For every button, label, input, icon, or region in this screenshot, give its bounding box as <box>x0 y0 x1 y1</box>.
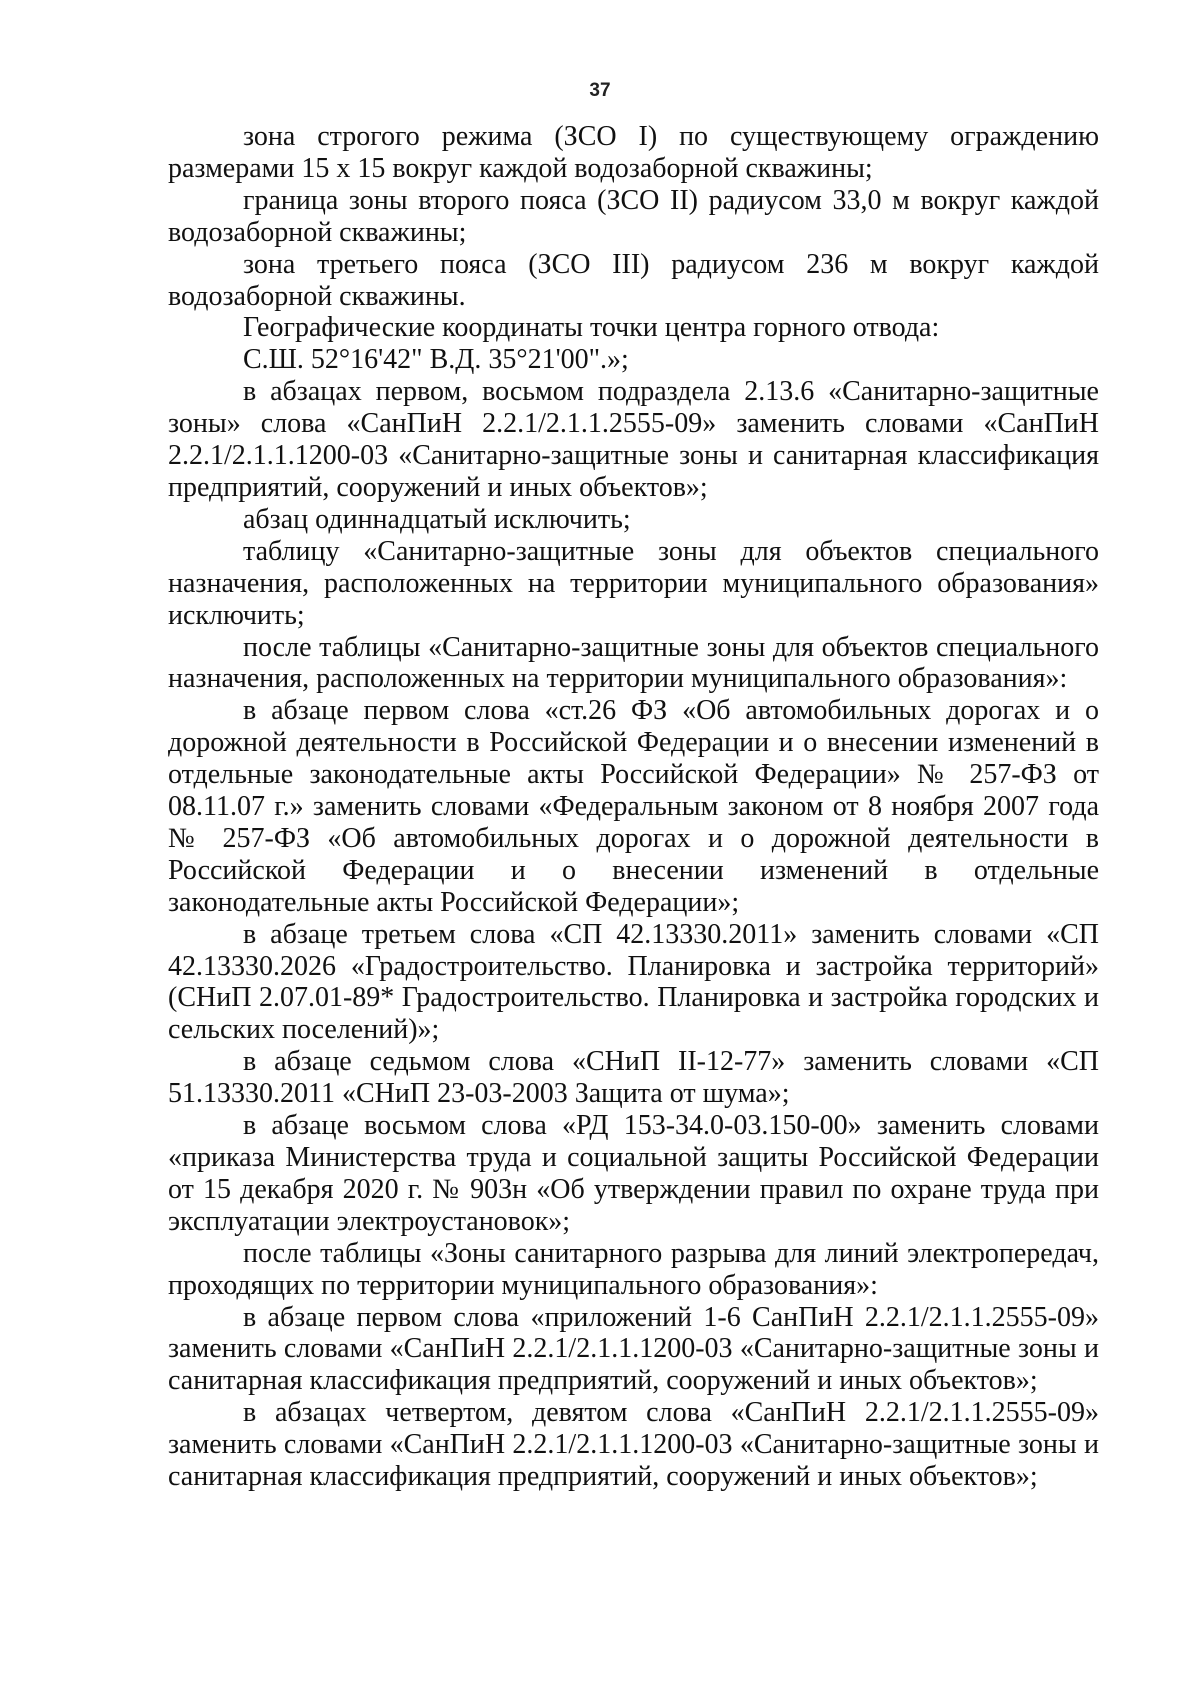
paragraph-eleventh-excluded: абзац одиннадцатый исключить; <box>243 503 631 535</box>
page-number: 37 <box>589 80 611 101</box>
paragraph-coordinates-heading: Географические координаты точки центра горного отвода: <box>243 312 940 344</box>
paragraph-table-excluded: таблицу «Санитарно-защитные зоны для объектов специального назначения, расположенных на территории муниципального образования» исключить; <box>168 535 1099 631</box>
paragraph-zso-1: зона строгого режима (ЗСО I) по существующему ограждению размерами 15 х 15 вокруг каждой водозаборной скважины; <box>168 121 1099 184</box>
paragraph-zso-3: зона третьего пояса (ЗСО III) радиусом 236 м вокруг каждой водозаборной скважины. <box>168 248 1099 312</box>
paragraph-after-table-power-lines: после таблицы «Зоны санитарного разрыва для линий электропередач, проходящих по территории муниципального образования»: <box>168 1237 1099 1301</box>
paragraph-fourth-ninth: в абзацах четвертом, девятом слова «СанПиН 2.2.1/2.1.1.2555-09» заменить словами «СанПиН 2.2.1/2.1.1.1200-03 «Санитарно-защитные зоны и санитарная классификация предприятий, сооружений и иных объектов»; <box>168 1397 1099 1493</box>
paragraph-sp-42: в абзаце третьем слова «СП 42.13330.2011» заменить словами «СП 42.13330.2026 «Градостроительство. Планировка и застройка территорий» (СНиП 2.07.01-89* Градостроительство. Планировка и застройка городских и сельских поселений)»; <box>168 918 1099 1046</box>
paragraph-section-2-13-6: в абзацах первом, восьмом подраздела 2.13.6 «Санитарно-защитные зоны» слова «СанПиН 2.2.1/2.1.1.2555-09» заменить словами «СанПиН 2.2.1/2.1.1.1200-03 «Санитарно-защитные зоны и санитарная классификация предприятий, сооружений и иных объектов»; <box>168 376 1099 503</box>
paragraph-after-table-special: после таблицы «Санитарно-защитные зоны для объектов специального назначения, расположенных на территории муниципального образования»: <box>168 631 1099 695</box>
paragraph-roads-law: в абзаце первом слова «ст.26 ФЗ «Об автомобильных дорогах и о дорожной деятельности в Российской Федерации и о внесении изменений в отдельные законодательные акты Российской Федерации» № 257-ФЗ от 08.11.07 г.» заменить словами «Федеральным законом от 8 ноября 2007 года № 257-ФЗ «Об автомобильных дорогах и о дорожной деятельности в Российской Федерации и о внесении изменений в отдельные законодательные акты Российской Федерации»; <box>168 695 1099 918</box>
paragraph-rd-153: в абзаце восьмом слова «РД 153-34.0-03.150-00» заменить словами «приказа Министерства труда и социальной защиты Российской Федерации от 15 декабря 2020 г. № 903н «Об утверждении правил по охране труда при эксплуатации электроустановок»; <box>168 1110 1099 1237</box>
paragraph-annex-1-6: в абзаце первом слова «приложений 1-6 СанПиН 2.2.1/2.1.1.2555-09» заменить словами «СанПиН 2.2.1/2.1.1.1200-03 «Санитарно-защитные зоны и санитарная классификация предприятий, сооружений и иных объектов»; <box>168 1301 1099 1397</box>
document-body <box>168 121 1099 1493</box>
paragraph-sp-51: в абзаце седьмом слова «СНиП II-12-77» заменить словами «СП 51.13330.2011 «СНиП 23-03-2003 Защита от шума»; <box>168 1046 1099 1110</box>
paragraph-coordinates: С.Ш. 52°16'42" В.Д. 35°21'00".»; <box>243 344 629 376</box>
paragraph-zso-2: граница зоны второго пояса (ЗСО II) радиусом 33,0 м вокруг каждой водозаборной скважины; <box>168 184 1099 248</box>
